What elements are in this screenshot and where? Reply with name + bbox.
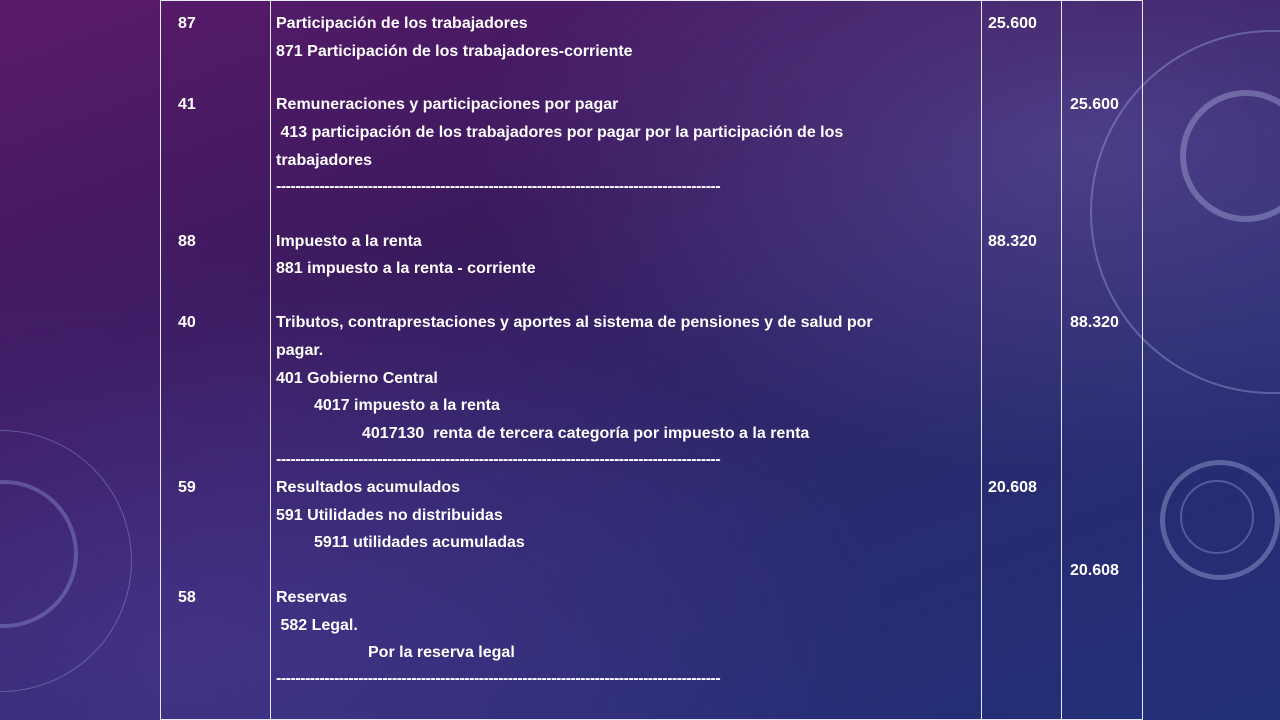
- account-description: Participación de los trabajadores: [276, 15, 528, 32]
- account-code: 59: [178, 479, 196, 496]
- account-description: Remuneraciones y participaciones por pagar: [276, 96, 619, 113]
- column-divider-haber: [1061, 1, 1062, 719]
- entry-separator: --------------------------------------------------------------------------------------------: [276, 451, 721, 468]
- entry-separator: --------------------------------------------------------------------------------------------: [276, 178, 721, 195]
- haber-amount: 25.600: [1070, 96, 1119, 113]
- entry-separator: --------------------------------------------------------------------------------------------: [276, 670, 721, 687]
- decorative-ring-inner: [1180, 480, 1254, 554]
- account-description: 5911 utilidades acumuladas: [314, 534, 525, 551]
- account-description: Impuesto a la renta: [276, 233, 422, 250]
- debe-amount: 25.600: [988, 15, 1037, 32]
- account-description: 413 participación de los trabajadores por pagar por la participación de los: [276, 124, 844, 141]
- debe-amount: 20.608: [988, 479, 1037, 496]
- debe-amount: 88.320: [988, 233, 1037, 250]
- account-description: trabajadores: [276, 152, 373, 169]
- account-description: Reservas: [276, 589, 348, 606]
- account-code: 88: [178, 233, 196, 250]
- haber-amount: 20.608: [1070, 562, 1119, 579]
- account-description: 582 Legal.: [276, 617, 358, 634]
- column-divider-debe: [981, 1, 982, 719]
- account-description: 4017 impuesto a la renta: [314, 397, 500, 414]
- account-code: 58: [178, 589, 196, 606]
- account-description: Resultados acumulados: [276, 479, 461, 496]
- account-code: 41: [178, 96, 196, 113]
- account-code: 40: [178, 314, 196, 331]
- account-description: Por la reserva legal: [368, 644, 515, 661]
- account-description: 881 impuesto a la renta - corriente: [276, 260, 536, 277]
- haber-amount: 88.320: [1070, 314, 1119, 331]
- account-description: 871 Participación de los trabajadores-corriente: [276, 43, 633, 60]
- column-divider-code: [270, 1, 271, 719]
- account-description: pagar.: [276, 342, 324, 359]
- account-description: Tributos, contraprestaciones y aportes al sistema de pensiones y de salud por: [276, 314, 873, 331]
- account-code: 87: [178, 15, 196, 32]
- account-description: 4017130 renta de tercera categoría por impuesto a la renta: [362, 425, 810, 442]
- account-description: 591 Utilidades no distribuidas: [276, 507, 503, 524]
- account-description: 401 Gobierno Central: [276, 370, 438, 387]
